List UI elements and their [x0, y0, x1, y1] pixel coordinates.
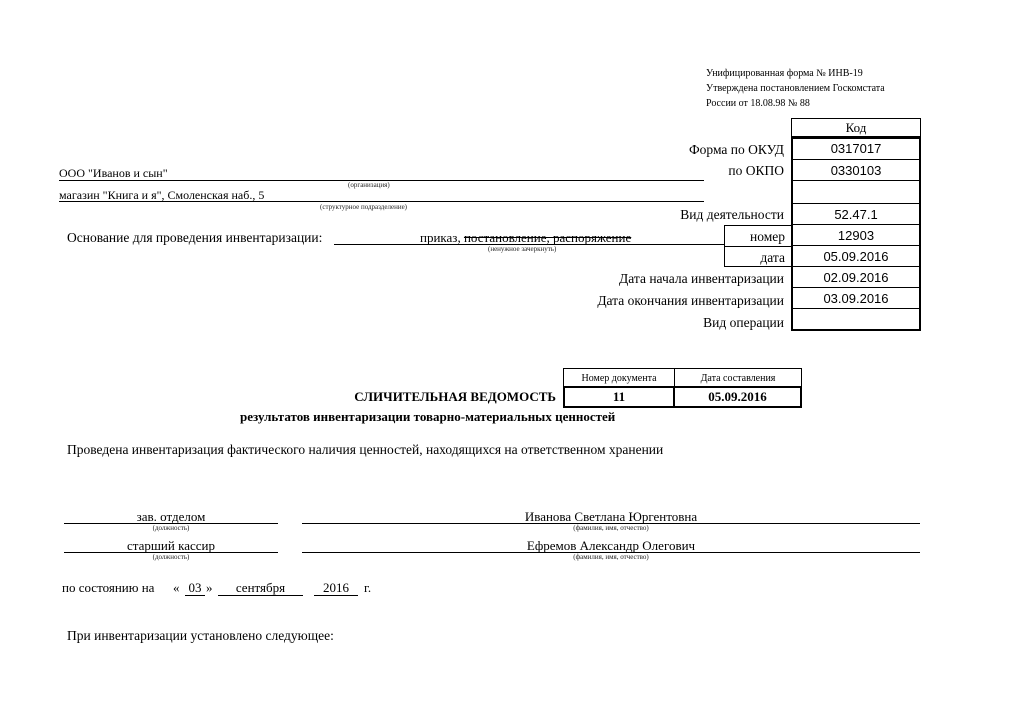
- operation-label: Вид операции: [703, 315, 784, 330]
- as-of-day: 03: [188, 580, 202, 595]
- as-of-month: сентября: [235, 580, 286, 595]
- basis-date-label: дата: [724, 246, 791, 267]
- organization-caption: (организация): [348, 181, 390, 189]
- operation-value: [791, 309, 921, 330]
- year-suffix: г.: [364, 580, 372, 595]
- person-position-caption: (должность): [152, 553, 190, 561]
- basis-number-value: 12903: [791, 225, 921, 246]
- basis-date-value: 05.09.2016: [791, 246, 921, 267]
- structural-unit-line: [59, 201, 704, 202]
- person-name-caption: (фамилия, имя, отчество): [573, 553, 649, 561]
- structural-unit: магазин "Книга и я", Смоленская наб., 5: [59, 188, 265, 202]
- person-name: Иванова Светлана Юргентовна: [524, 509, 698, 524]
- doc-date-value: 05.09.2016: [673, 386, 802, 408]
- end-date-value: 03.09.2016: [791, 288, 921, 309]
- basis-caption: (ненужное зачеркнуть): [488, 245, 557, 253]
- doc-number-header: Номер документа: [563, 368, 675, 387]
- okpo-label: по ОКПО: [728, 163, 784, 178]
- quote-close: »: [206, 580, 213, 595]
- person-position: зав. отделом: [136, 509, 206, 524]
- person-position-caption: (должность): [152, 524, 190, 532]
- start-date-value: 02.09.2016: [791, 267, 921, 288]
- basis-box-bottom: [724, 266, 791, 267]
- basis-value-struck: постановление, распоряжение: [463, 230, 632, 245]
- document-title: СЛИЧИТЕЛЬНАЯ ВЕДОМОСТЬ: [354, 389, 556, 404]
- okud-label: Форма по ОКУД: [688, 142, 784, 157]
- okud-value: 0317017: [791, 138, 921, 160]
- quote-open: «: [173, 580, 180, 595]
- activity-value: 52.47.1: [791, 204, 921, 225]
- as-of-day-line: [185, 595, 205, 596]
- code-header: Код: [791, 118, 921, 137]
- document-subtitle: результатов инвентаризации товарно-материальных ценностей: [240, 409, 616, 424]
- extra-code-value: [791, 181, 921, 204]
- okpo-value: 0330103: [791, 160, 921, 181]
- activity-label: Вид деятельности: [680, 207, 784, 222]
- as-of-year-line: [314, 595, 358, 596]
- doc-date-header: Дата составления: [674, 368, 802, 387]
- person-name: Ефремов Александр Олегович: [526, 538, 696, 553]
- basis-number-label: номер: [724, 225, 791, 246]
- start-date-label: Дата начала инвентаризации: [619, 271, 784, 286]
- basis-label: Основание для проведения инвентаризации:: [67, 230, 323, 245]
- as-of-month-line: [218, 595, 303, 596]
- established-text: При инвентаризации установлено следующее:: [67, 628, 334, 643]
- basis-value-plain: приказ,: [420, 230, 461, 245]
- form-approval-line: Утверждена постановлением Госкомстата: [706, 83, 885, 94]
- structural-unit-caption: (структурное подразделение): [320, 203, 408, 211]
- form-approval-date-line: России от 18.08.98 № 88: [706, 98, 810, 109]
- end-date-label: Дата окончания инвентаризации: [597, 293, 784, 308]
- as-of-year: 2016: [323, 580, 349, 595]
- form-code-line: Унифицированная форма № ИНВ-19: [706, 68, 863, 79]
- doc-number-value: 11: [563, 386, 675, 408]
- person-position: старший кассир: [127, 538, 215, 553]
- conducted-text: Проведена инвентаризация фактического наличия ценностей, находящихся на ответственном хранении: [67, 442, 664, 457]
- as-of-label: по состоянию на: [62, 580, 155, 595]
- person-name-caption: (фамилия, имя, отчество): [573, 524, 649, 532]
- organization-name: ООО "Иванов и сын": [59, 166, 168, 180]
